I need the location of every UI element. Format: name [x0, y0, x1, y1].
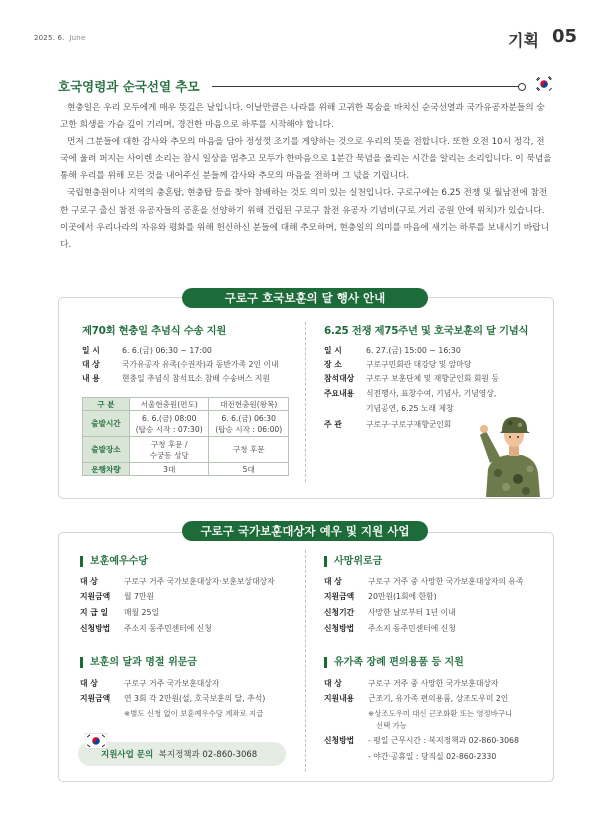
table-header: 대전현충원(왕복) [209, 398, 289, 411]
table-cell: 구청 후문 / 수궁동 성당 [129, 437, 209, 463]
event-left-row: 일 시 6. 6.(금) 06:30 ~ 17:00 [82, 346, 212, 355]
event-right-row: 주요내용 식전행사, 표창수여, 기념사, 기념영상, [324, 389, 497, 398]
table-cell: 6. 6.(금) 08:00 (탑승 시작 : 07:30) [129, 411, 209, 437]
block-title: 유가족 장례 편의용품 등 지원 [324, 657, 464, 668]
block-title: 보훈예우수당 [80, 556, 148, 567]
transport-table [82, 397, 289, 476]
intro-paragraph: 국립현충원이나 지역의 충혼탑, 현충탑 등을 찾아 참배하는 것도 의미 있는 실천입니다. 구로구에는 6.25 전쟁 및 월남전에 참전한 구로구 출신 참전 유공자들의 공훈을 선양하기 위해 건립된 구로구 참전 유공자 기념비(구로 거리 공원 안에 위치)가 있습니다. 이곳에서 우리나라의 자유와 평화를 위해 헌신하신 분들에 대해 추모하며, 현충일의 의미를 마음에 새기는 하루를 보내시기 바랍니다. [60, 188, 549, 250]
event-right-row: 기념공연, 6.25 노래 제창 [366, 404, 454, 413]
block-row: 지원내용 근조기, 유가족 편의용품, 상조도우미 2인 [324, 694, 509, 703]
block-note: ※별도 신청 없이 보훈예우수당 계좌로 지급 [124, 709, 264, 718]
table-cell: 5대 [209, 463, 289, 476]
table-row-label: 출발장소 [83, 437, 130, 463]
event-right-row: 장 소 구로구민회관 대강당 및 앞마당 [324, 360, 472, 369]
block-row: 지원금액 20만원(1회에 한함) [324, 592, 437, 601]
block-title: 사망위로금 [324, 556, 382, 567]
block-row: 대 상 구로구 거주 국가보훈대상자·보훈보상대상자 [80, 577, 275, 586]
section-label: 기획 [508, 31, 539, 50]
block-row: 지원금액 연 3회 각 2만원(설, 호국보훈의 달, 추석) [80, 694, 266, 703]
table-cell: 6. 6.(금) 06:30 (탑승 시작 : 06:00) [209, 411, 289, 437]
event-right-title: 6.25 전쟁 제75주년 및 호국보훈의 달 기념식 [324, 325, 529, 337]
block-row: 신청기간 사망한 날로부터 1년 이내 [324, 608, 456, 617]
block-row: 지원금액 월 7만원 [80, 592, 155, 601]
events-banner: 구로구 호국보훈의 달 행사 안내 [182, 288, 428, 308]
column-divider [305, 550, 306, 772]
korean-flag-icon [535, 75, 553, 93]
page-number: 05 [552, 26, 578, 47]
event-left-row: 대 상 국가유공자 유족(수권자)과 동반가족 2인 이내 [82, 360, 279, 369]
intro-paragraph: 현충일은 우리 모두에게 매우 뜻깊은 날입니다. 이날만큼은 나라를 위해 고귀한 목숨을 바치신 순국선열과 국가유공자분들의 숭고한 희생을 가슴 깊이 기리며, 경건한 마음으로 하루를 시작해야 합니다. [60, 103, 545, 131]
block-row: - 야간·공휴일 : 당직실 02-860-2330 [368, 752, 497, 761]
event-right-row: 참석대상 구로구 보훈단체 및 재향군인회 회원 등 [324, 374, 499, 383]
block-row: 신청방법 - 평일 근무시간 : 복지정책과 02-860-3068 [324, 736, 519, 745]
block-row: 대 상 구로구 거주 중 사망한 국가보훈대상자 [324, 679, 499, 688]
issue-date: 2025. 6. June [34, 34, 86, 42]
block-row: 신청방법 주소지 동주민센터에 신청 [80, 624, 212, 633]
contact-text: 지원사업 문의 복지정책과 02-860-3068 [101, 750, 258, 760]
block-row: 대 상 구로구 거주 중 사망한 국가보훈대상자의 유족 [324, 577, 524, 586]
event-right-row: 일 시 6. 27.(금) 15:00 ~ 16:30 [324, 346, 461, 355]
table-row-label: 출발시간 [83, 411, 130, 437]
section-title: 호국영령과 순국선열 추모 [58, 79, 200, 94]
intro-text [60, 100, 552, 254]
block-title: 보훈의 달과 명절 위문금 [80, 657, 197, 668]
block-row: 지 급 일 매월 25일 [80, 608, 159, 617]
table-header: 구 분 [83, 398, 130, 411]
intro-paragraph: 먼저 그분들에 대한 감사와 추모의 마음을 담아 정성껏 조기를 게양하는 것으로 우리의 뜻을 전합니다. 또한 오전 10시 정각, 전국에 울려 퍼지는 사이렌 소리는 잠시 일상을 멈추고 모두가 한마음으로 1분간 묵념을 올리는 시간을 알리는 소리입니다. 이 묵념을 통해 우리를 위해 모든 것을 내어주신 분들께 감사와 추모의 마음을 전하며 그 넋을 기립니다. [60, 137, 552, 182]
block-row: 대 상 구로구 거주 국가보훈대상자 [80, 679, 220, 688]
title-rule [212, 86, 520, 87]
event-left-row: 내 용 현충일 추념식 참석묘소 참배 수송버스 지원 [82, 374, 270, 383]
soldier-salute-illustration [478, 413, 544, 497]
table-header: 서울현충원(편도) [129, 398, 209, 411]
support-banner: 구로구 국가보훈대상자 예우 및 지원 사업 [182, 521, 428, 541]
event-left-title: 제70회 현충일 추념식 수송 지원 [82, 325, 226, 337]
block-note: ※상조도우미 대신 근조화환 또는 영정바구니 [368, 709, 513, 718]
column-divider [305, 322, 306, 482]
block-row: 신청방법 주소지 동주민센터에 신청 [324, 624, 456, 633]
title-rule-dot [518, 83, 526, 91]
block-note: 선택 가능 [376, 721, 407, 730]
table-cell: 3대 [129, 463, 209, 476]
table-cell: 구청 후문 [209, 437, 289, 463]
event-right-row: 주 관 구로구·구로구재향군인회 [324, 420, 452, 429]
table-row-label: 운행차량 [83, 463, 130, 476]
